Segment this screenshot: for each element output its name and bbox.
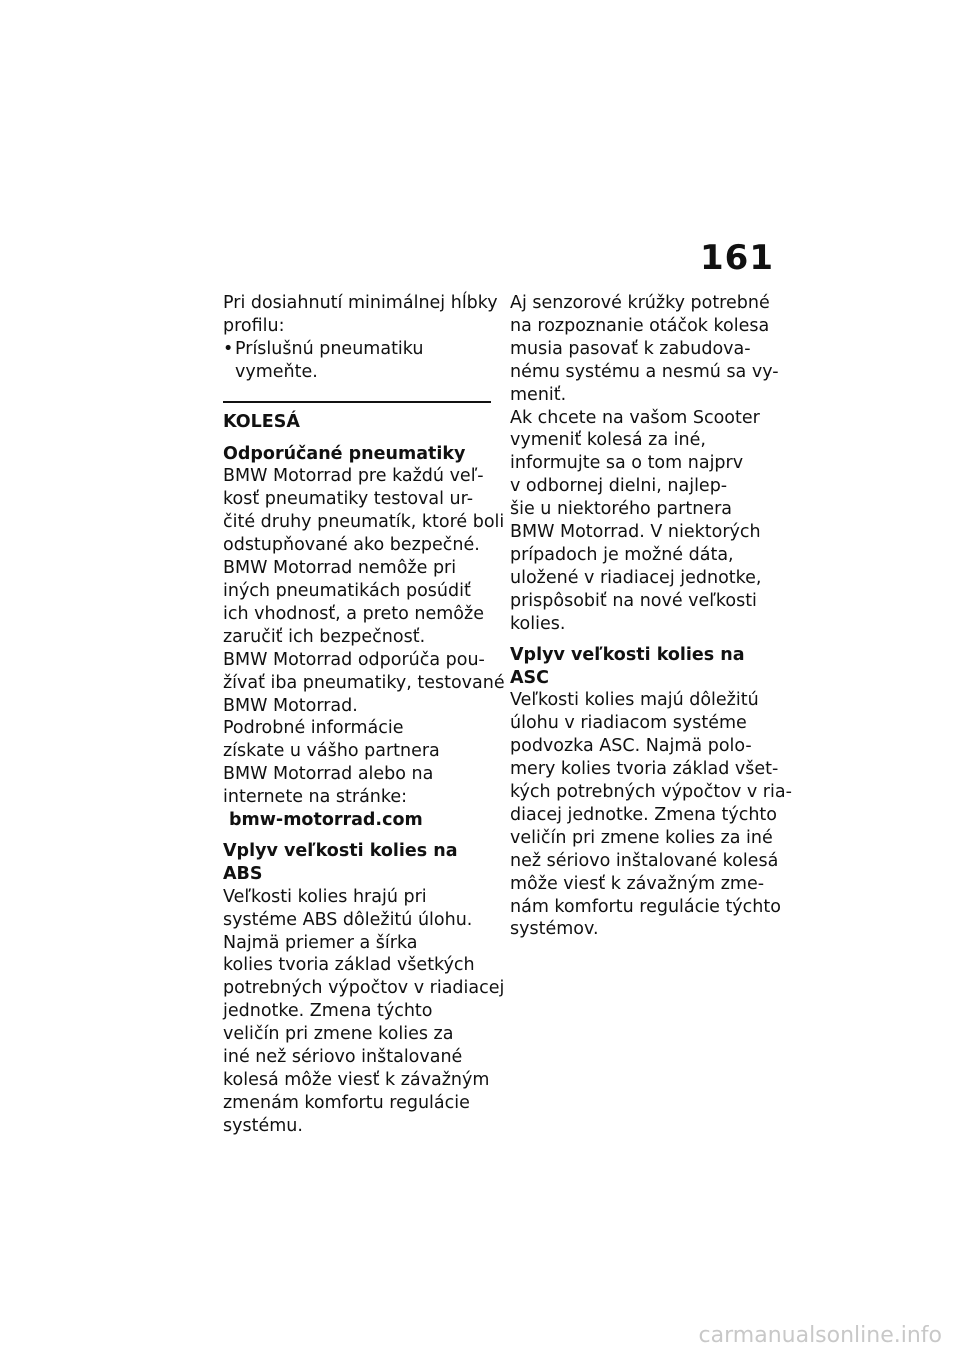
text-line: nému systému a nesmú sa vy-	[510, 361, 779, 382]
text-line: prispôsobiť na nové veľkosti	[510, 590, 757, 611]
text-line: iných pneumatikách posúdiť	[223, 580, 471, 601]
tires-section	[223, 443, 505, 832]
text-line: kosť pneumatiky testoval ur-	[223, 489, 474, 510]
right-column	[510, 292, 792, 941]
bullet-text: vymeňte.	[235, 361, 318, 382]
text-line: kolesá môže viesť k závažným	[223, 1070, 490, 1090]
page-number: 161	[700, 238, 774, 278]
text-line: podvozka ASC. Najmä polo-	[510, 736, 752, 757]
text-line: informujte sa o tom najprv	[510, 453, 744, 474]
text-line: čité druhy pneumatík, ktoré boli	[223, 512, 505, 533]
section-divider	[223, 401, 491, 403]
text-line: vymeniť kolesá za iné,	[510, 430, 706, 451]
text-line: šie u niektorého partnera	[510, 499, 732, 520]
text-line: ich vhodnosť, a preto nemôže	[223, 603, 484, 624]
text-line: Najmä priemer a šírka	[223, 932, 418, 953]
text-line: uložené v riadiacej jednotke,	[510, 567, 762, 588]
text-line: diacej jednotke. Zmena týchto	[510, 804, 777, 825]
text-line: kolies.	[510, 613, 566, 634]
text-line: BMW Motorrad pre každú veľ-	[223, 466, 484, 487]
text-line: BMW Motorrad nemôže pri	[223, 558, 457, 579]
text-line: než sériovo inštalované kolesá	[510, 850, 779, 871]
intro-line: Pri dosiahnutí minimálnej hĺbky	[223, 293, 498, 313]
text-line: kých potrebných výpočtov v ria-	[510, 782, 792, 803]
watermark: carmanualsonline.info	[698, 1323, 942, 1348]
text-line: meniť.	[510, 384, 567, 405]
text-line: úlohu v riadiacom systéme	[510, 713, 747, 734]
text-line: systému.	[223, 1115, 303, 1136]
text-line: odstupňované ako bezpečné.	[223, 535, 480, 556]
text-line: systéme ABS dôležitú úlohu.	[223, 909, 473, 930]
text-line: na rozpoznanie otáčok kolesa	[510, 315, 770, 336]
asc-section	[510, 644, 792, 942]
text-line: môže viesť k závažným zme-	[510, 873, 765, 894]
text-line: zaručiť ich bezpečnosť.	[223, 626, 426, 647]
text-line: BMW Motorrad. V niektorých	[510, 522, 761, 543]
text-line: BMW Motorrad.	[223, 695, 358, 716]
asc-body	[510, 689, 792, 941]
text-line: potrebných výpočtov v riadiacej	[223, 978, 505, 999]
abs-heading: Vplyv veľkosti kolies na ABS	[223, 840, 458, 884]
text-line: iné než sériovo inštalované	[223, 1047, 463, 1068]
tires-body	[223, 465, 505, 809]
text-line: prípadoch je možné dáta,	[510, 544, 734, 565]
text-line: mery kolies tvoria základ všet-	[510, 759, 779, 780]
intro-paragraph	[223, 292, 498, 338]
text-line: jednotke. Zmena týchto	[223, 1001, 433, 1022]
abs-body	[223, 886, 505, 1138]
text-line: nám komfortu regulácie týchto	[510, 896, 781, 917]
intro-line: profilu:	[223, 315, 285, 336]
text-line: Ak chcete na vašom Scooter	[510, 407, 760, 428]
text-line: Veľkosti kolies majú dôležitú	[510, 690, 759, 711]
text-line: BMW Motorrad alebo na	[223, 764, 434, 785]
text-line: BMW Motorrad odporúča pou-	[223, 649, 485, 670]
sensor-paragraph	[510, 292, 782, 636]
section-title: KOLESÁ	[223, 411, 300, 432]
text-line: musia pasovať k zabudova-	[510, 338, 751, 359]
bullet-item	[223, 338, 495, 384]
abs-section	[223, 840, 505, 1138]
bullet-icon: •	[223, 338, 234, 359]
text-line: veličín pri zmene kolies za	[223, 1024, 454, 1045]
bullet-text: Príslušnú pneumatiku	[235, 338, 424, 359]
text-line: zmenám komfortu regulácie	[223, 1092, 470, 1113]
text-line: Aj senzorové krúžky potrebné	[510, 293, 770, 313]
website-link[interactable]: bmw-motorrad.com	[229, 810, 423, 831]
text-line: Podrobné informácie	[223, 718, 404, 739]
text-line: v odbornej dielni, najlep-	[510, 476, 728, 497]
left-column	[223, 292, 505, 1138]
text-line: systémov.	[510, 919, 599, 940]
text-line: Veľkosti kolies hrajú pri	[223, 886, 427, 907]
text-line: veličín pri zmene kolies za iné	[510, 827, 773, 848]
text-line: žívať iba pneumatiky, testované	[223, 672, 505, 693]
tires-heading: Odporúčané pneumatiky	[223, 443, 466, 464]
asc-heading: Vplyv veľkosti kolies na ASC	[510, 644, 745, 688]
text-line: internete na stránke:	[223, 787, 408, 808]
text-line: kolies tvoria základ všetkých	[223, 955, 475, 976]
text-line: získate u vášho partnera	[223, 741, 440, 762]
